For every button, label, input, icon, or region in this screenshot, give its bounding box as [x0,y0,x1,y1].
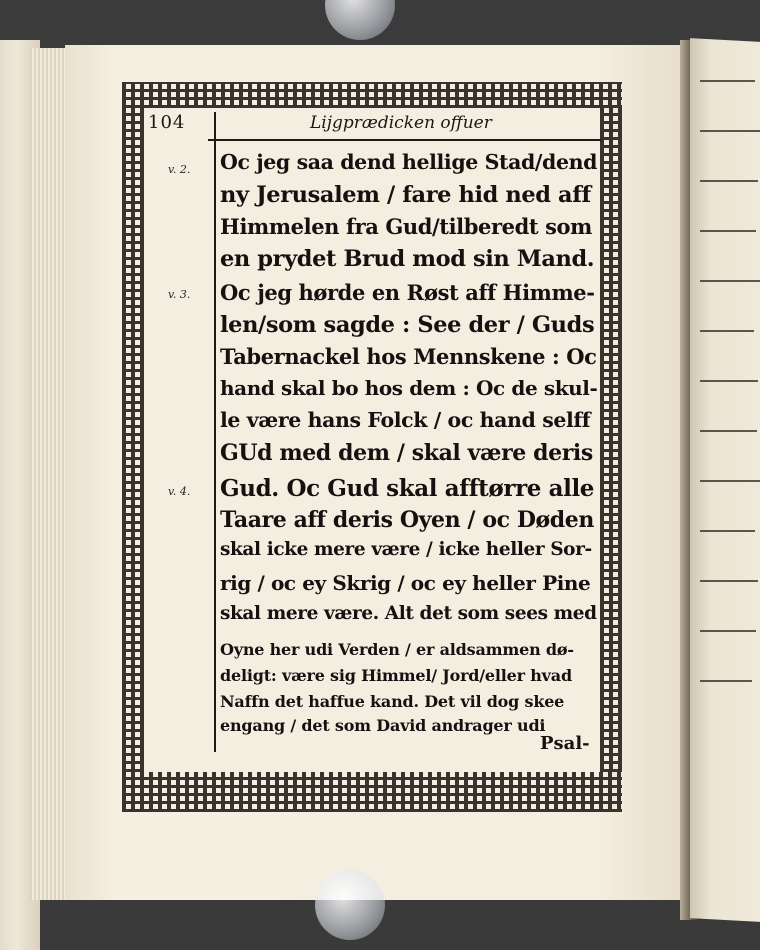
verse-marker: v. 3. [168,288,191,301]
text-line: Tabernackel hos Mennskene : Oc [220,344,597,369]
text-line: Gud. Oc Gud skal afftørre alle [220,475,595,502]
text-line: Taare aff deris Oyen / oc Døden [220,507,594,533]
verse-marker: v. 4. [168,485,191,498]
text-line: skal icke mere være / icke heller Sor- [220,539,592,560]
border-left [122,108,144,772]
text-line: GUd med dem / skal være deris [220,440,593,466]
text-line: engang / det som David andrager udi [220,716,546,735]
border-right [600,108,622,772]
verse-marker: v. 2. [168,163,191,176]
facing-page-text-line [700,630,756,632]
facing-page-text-line [700,680,752,682]
header-rule [208,139,601,141]
page-number: 104 [148,112,186,133]
page-holder-clip [315,870,385,940]
text-line: Oc jeg saa dend hellige Stad/dend [220,150,598,174]
text-line: en prydet Brud mod sin Mand. [220,246,595,272]
catchword: Psal- [540,733,590,754]
facing-page-text-line [700,480,760,482]
text-line: len/som sagde : See der / Guds [220,312,595,338]
border-bottom [122,772,622,812]
facing-page-text-line [700,180,758,182]
text-line: rig / oc ey Skrig / oc ey heller Pine [220,571,591,595]
text-line: Oyne her udi Verden / er aldsammen dø- [220,640,574,659]
text-line: hand skal bo hos dem : Oc de skul- [220,376,598,400]
facing-page-text-line [700,230,756,232]
facing-page-text-line [700,80,755,82]
text-line: ny Jerusalem / fare hid ned aff [220,182,591,208]
running-head: Lijgprædicken offuer [310,113,492,133]
facing-page-text-line [700,330,754,332]
facing-page-text-line [700,280,760,282]
facing-page-text-line [700,130,760,132]
text-line: Naffn det haffue kand. Det vil dog skee [220,692,565,711]
page-stack-edges [30,48,70,900]
facing-page-text-line [700,530,755,532]
facing-page-text-line [700,380,758,382]
facing-page-text-line [700,430,757,432]
text-line: deligt: være sig Himmel/ Jord/eller hvad [220,666,572,685]
margin-rule [214,112,216,752]
text-line: le være hans Folck / oc hand selff [220,408,591,432]
text-line: skal mere være. Alt det som sees med [220,603,597,624]
facing-page-text-line [700,580,758,582]
border-top [122,82,622,108]
text-line: Himmelen fra Gud/tilberedt som [220,214,592,239]
text-line: Oc jeg hørde en Røst aff Himme- [220,280,595,305]
